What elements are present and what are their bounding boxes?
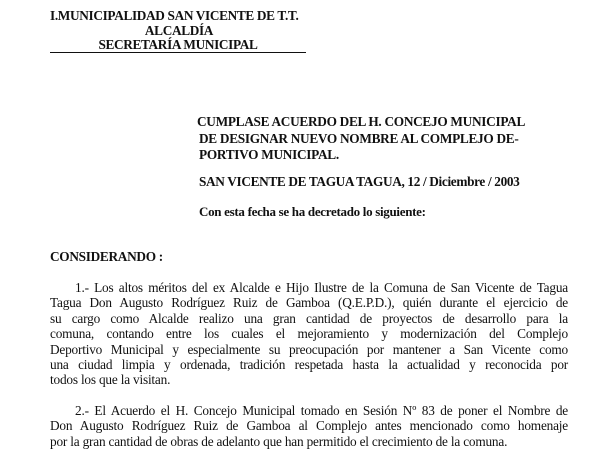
department-secretaria xyxy=(50,38,306,53)
paragraph-line: comuna, contando entre los cuales el mejoramiento y modernización del Complejo xyxy=(50,326,568,342)
letterhead xyxy=(50,8,308,53)
paragraph-line: Tagua Don Augusto Rodríguez Ruiz de Gamboa (Q.E.P.D.), quién durante el ejercicio de xyxy=(50,295,568,311)
paragraph-line: 1.- Los altos méritos del ex Alcalde e Hijo Ilustre de la Comuna de San Vicente de Tagua xyxy=(75,280,568,295)
decree-title-line: PORTIVO MUNICIPAL. xyxy=(199,147,339,162)
paragraph-line: por la gran cantidad de obras de adelanto que han permitido el crecimiento de la comuna. xyxy=(50,433,508,449)
paragraph-line: una ciudad limpia y ordenada, tradición respetada hasta la actualidad y reconocida por xyxy=(50,357,568,373)
paragraph-line: Don Augusto Rodríguez Ruiz de Gamboa al Complejo antes mencionado como homenaje xyxy=(50,418,568,434)
decree-title-line: DE DESIGNAR NUEVO NOMBRE AL COMPLEJO DE- xyxy=(199,130,519,146)
considerando-heading: CONSIDERANDO : xyxy=(50,249,163,264)
department-alcaldia: ALCALDÍA xyxy=(144,23,214,38)
paragraph-line: su cargo como Alcalde realizo una gran cantidad de proyectos de desarrollo para la xyxy=(50,310,568,326)
place-and-date: SAN VICENTE DE TAGUA TAGUA, 12 / Diciembre / 2003 xyxy=(199,174,520,189)
municipality-name: I.MUNICIPALIDAD SAN VICENTE DE T.T. xyxy=(50,8,299,23)
decreed-statement: Con esta fecha se ha decretado lo siguiente: xyxy=(199,204,426,219)
paragraph-line: 2.- El Acuerdo el H. Concejo Municipal tomado en Sesión Nº 83 de poner el Nombre de xyxy=(75,403,568,418)
considerando-paragraph-1 xyxy=(50,280,568,388)
decree-title xyxy=(197,114,557,164)
secretaria-label: SECRETARÍA MUNICIPAL xyxy=(98,37,258,52)
decree-title-line: CUMPLASE ACUERDO DEL H. CONCEJO MUNICIPAL xyxy=(197,114,526,129)
considerando-paragraph-2 xyxy=(50,403,568,449)
paragraph-line: todos los que la visitan. xyxy=(50,372,171,388)
paragraph-line: Deportivo Municipal y especialmente su preocupación por mantener a San Vicente como xyxy=(50,341,568,357)
